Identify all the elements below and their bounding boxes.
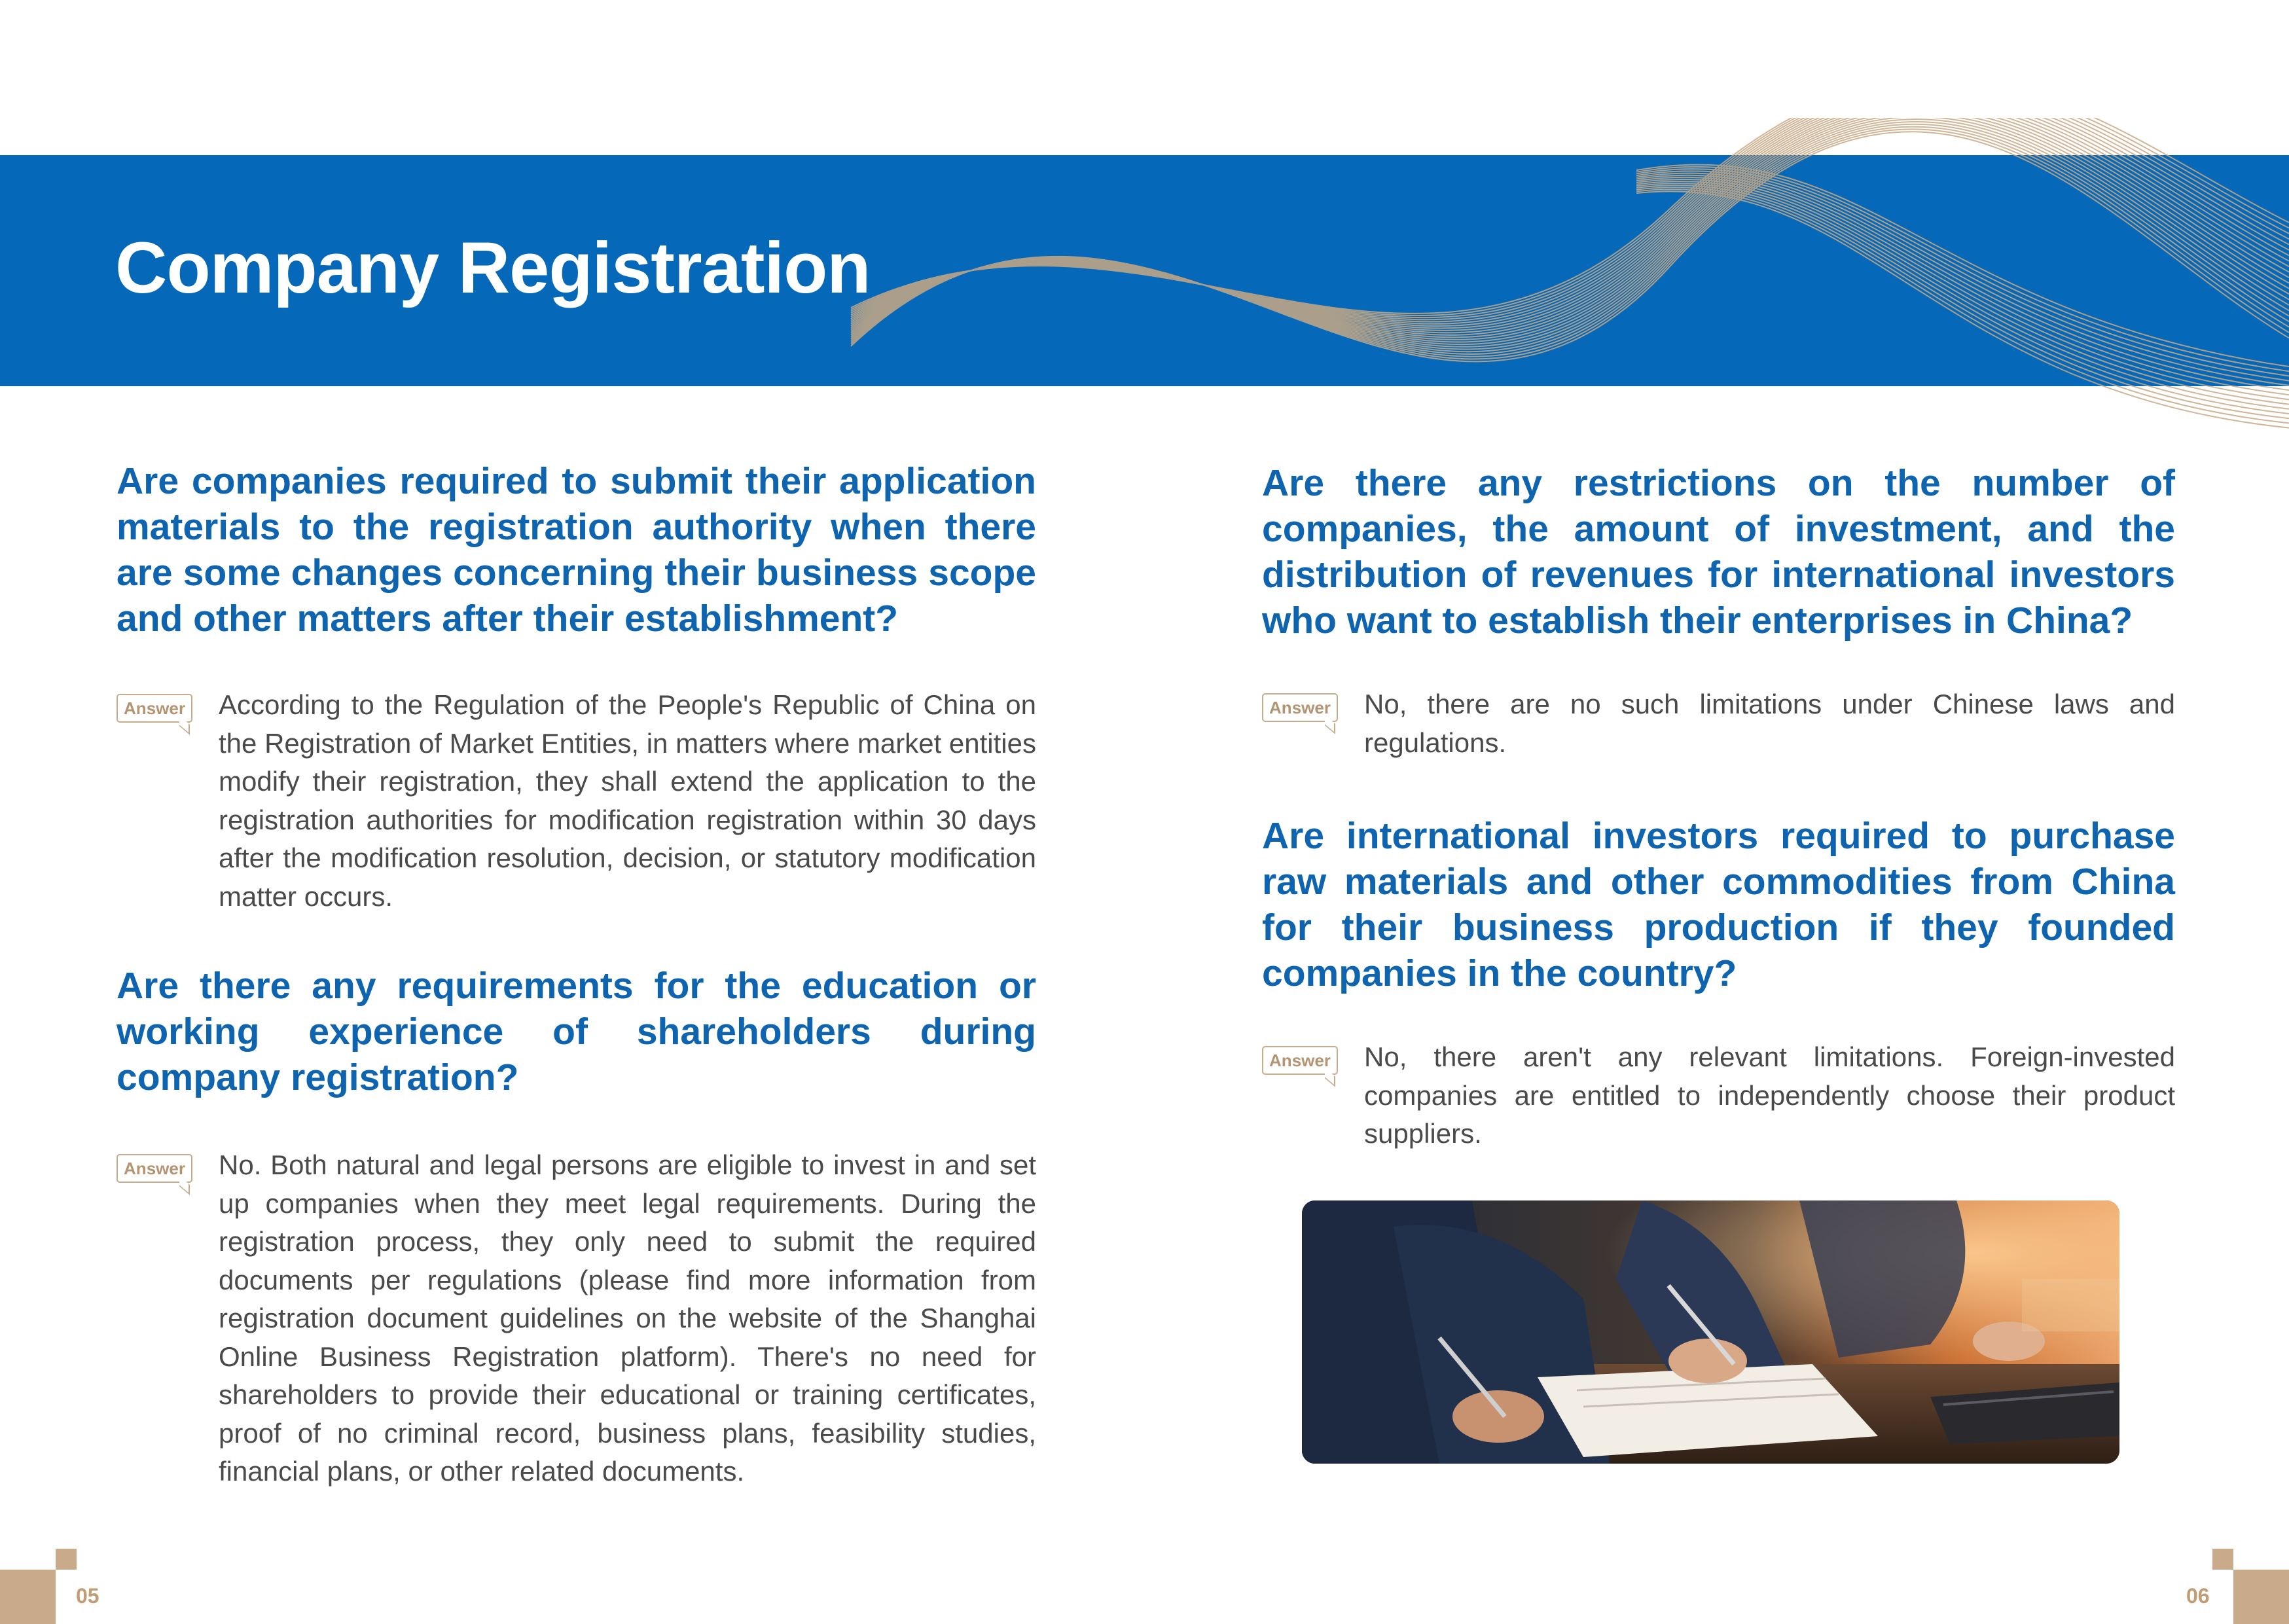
photo-illustration [1302,1200,2119,1464]
wave-lines-decoration [0,118,2289,511]
page-number-right: 06 [2186,1584,2210,1608]
answer-badge: Answer [117,694,192,723]
answer-block [1262,685,2175,762]
business-meeting-photo [1302,1200,2119,1464]
corner-decoration [2212,1549,2233,1570]
wave-line [851,118,2289,342]
question-heading: Are there any requirements for the education or working experience of shareholders during company registration? [117,965,1036,1098]
answer-text: According to the Regulation of the People's Republic of China on the Registration of Market Entities, in matters where market entities modify their registration, they shall extend the application to the registration authorities for modification registration within 30 days after the modification resolution, decision, or statutory modification matter occurs. [219,689,1036,912]
wave-line [851,127,2289,357]
page-number-left: 05 [76,1584,99,1608]
corner-decoration [56,1549,77,1570]
question-heading: Are international investors required to purchase raw materials and other commodities from China for their business production if they founded companies in the country? [1262,815,2175,994]
wave-line [851,118,2289,322]
answer-text: No, there aren't any relevant limitations. Foreign-invested companies are entitled to independently choose their product suppliers. [1364,1041,2175,1149]
wave-line [851,118,2289,317]
wave-line [851,118,2289,337]
answer-text: No. Both natural and legal persons are eligible to invest in and set up companies when they meet legal requirements. During the registration process, they only need to submit the required documents per regulations (please find more information from registration document guidelines on the website of the Shanghai Online Business Registration platform). There's no need for shareholders to provide their educational or training certificates, proof of no criminal record, business plans, feasibility studies, financial plans, or other related documents. [219,1149,1036,1487]
answer-badge: Answer [1262,1046,1338,1075]
answer-block [1262,1038,2175,1153]
answer-badge: Answer [117,1154,192,1183]
question-heading: Are there any restrictions on the number of companies, the amount of investment, and the distribution of revenues for international investors who want to establish their enterprises in China? [1262,462,2175,641]
page-title: Company Registration [115,228,871,308]
right-column [1262,460,2175,1153]
answer-block [117,1146,1036,1491]
corner-decoration [0,1570,56,1624]
corner-decoration [2233,1570,2289,1624]
answer-text: No, there are no such limitations under Chinese laws and regulations. [1364,689,2175,758]
wave-line [1636,181,2289,404]
answer-block [117,686,1036,916]
left-column [117,458,1036,1491]
wave-line [851,118,2289,335]
wave-line [851,118,2289,314]
answer-badge: Answer [1262,693,1338,722]
question-heading: Are companies required to submit their application materials to the registration authority when there are some changes concerning their business scope and other matters after their establishment? [117,460,1036,640]
wave-line [851,118,2289,319]
wave-line [1636,189,2289,423]
